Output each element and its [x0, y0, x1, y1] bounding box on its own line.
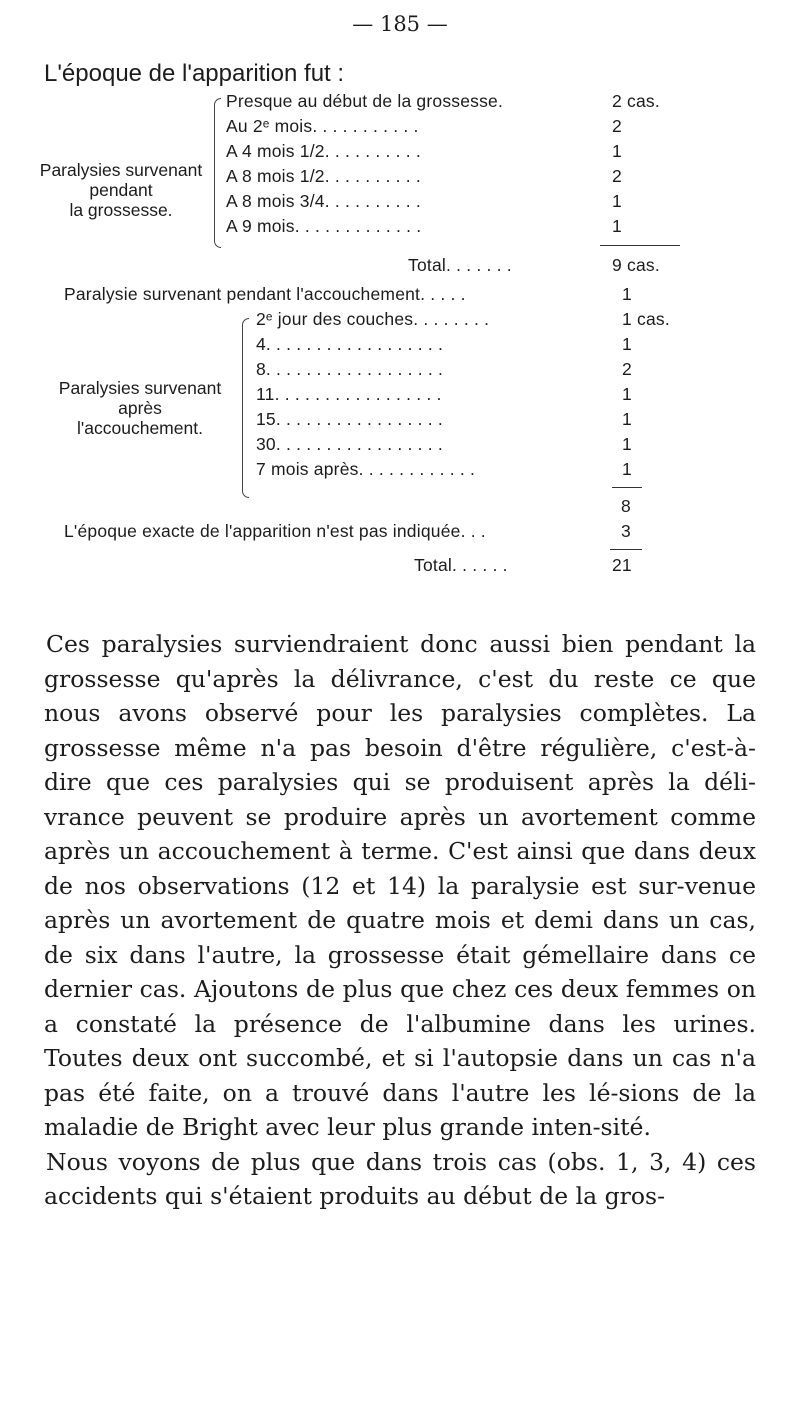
table-row-label: A 4 mois 1/2. . . . . . . . . .: [226, 141, 421, 161]
total-rule: [600, 245, 680, 246]
table-row-label: 8. . . . . . . . . . . . . . . . . .: [256, 359, 444, 379]
table-row-value: 1 cas.: [622, 309, 670, 329]
table-row-label: 11. . . . . . . . . . . . . . . . .: [256, 384, 442, 404]
table-row-label: A 8 mois 1/2. . . . . . . . . .: [226, 166, 421, 186]
group-label-line: après: [118, 398, 162, 418]
table-row-label: 30. . . . . . . . . . . . . . . . .: [256, 434, 443, 454]
section-heading: L'époque de l'apparition fut :: [44, 60, 345, 87]
table-row-value: 1: [622, 459, 632, 479]
pregnancy-group-label: [36, 160, 206, 220]
delivery-row-value: 1: [622, 284, 632, 304]
group-label-line: Paralysies survenant: [58, 378, 222, 398]
paragraph: Nous voyons de plus que dans trois cas (obs. 1, 3, 4) ces accidents qui s'étaient produits au début de la gros-: [44, 1147, 756, 1210]
grand-total-label: Total. . . . . .: [414, 555, 508, 575]
body-text: [44, 627, 756, 1214]
table-row-label: Presque au début de la grossesse.: [226, 91, 504, 111]
postpartum-brace: [242, 318, 249, 498]
unknown-row-value: 3: [621, 521, 631, 541]
table-row-value: 1: [622, 384, 632, 404]
paragraph: Ces paralysies surviendraient donc aussi bien pendant la grossesse qu'après la délivrance, c'est du reste ce que nous avons observé pour les paralysies complètes. La grossesse même n'a pas besoin d'être régulière, c'est-à-dire que ces paralysies qui se produisent après la déli-vrance peuvent se produire après un avortement comme après un accouchement à terme. C'est ainsi que dans deux de nos observations (12 et 14) la paralysie est sur-venue après un avortement de quatre mois et demi dans un cas, de six dans l'autre, la grossesse était gémellaire dans ce dernier cas. Ajoutons de plus que chez ces deux femmes on a constaté la présence de l'albumine dans les urines. Toutes deux ont succombé, et si l'autopsie dans un cas n'a pas été faite, on a trouvé dans l'autre les lé-sions de la maladie de Bright avec leur plus grande inten-sité.: [44, 630, 756, 1141]
table-row-value: 2: [612, 166, 622, 186]
pregnancy-brace: [214, 98, 221, 248]
table-row-value: 2 cas.: [612, 91, 660, 111]
total-value: 9 cas.: [612, 255, 660, 275]
table-row-value: 1: [612, 141, 622, 161]
table-row-value: 2: [612, 116, 622, 136]
table-row-label: Au 2ᵉ mois. . . . . . . . . . .: [226, 116, 419, 136]
table-row-label: 2ᵉ jour des couches. . . . . . . .: [256, 309, 490, 329]
table-row-value: 1: [622, 409, 632, 429]
total-label: Total. . . . . . .: [408, 255, 512, 275]
table-row-label: A 8 mois 3/4. . . . . . . . . .: [226, 191, 421, 211]
table-row-label: 4. . . . . . . . . . . . . . . . . .: [256, 334, 444, 354]
group-label-line: Paralysies survenant: [39, 160, 203, 180]
table-row-label: 15. . . . . . . . . . . . . . . . .: [256, 409, 443, 429]
grand-total-value: 21: [612, 555, 632, 575]
group-label-line: pendant: [89, 180, 153, 200]
table-row-label: 7 mois après. . . . . . . . . . . .: [256, 459, 476, 479]
subtotal-value: 8: [621, 496, 631, 516]
table-row-value: 2: [622, 359, 632, 379]
page-number: — 185 —: [352, 12, 448, 36]
table-row-label: A 9 mois. . . . . . . . . . . . .: [226, 216, 422, 236]
delivery-row-label: Paralysie survenant pendant l'accouchement. . . . .: [64, 284, 466, 304]
table-row-value: 1: [622, 434, 632, 454]
postpartum-group-label: [40, 378, 240, 438]
group-label-line: l'accouchement.: [77, 418, 203, 438]
table-row-value: 1: [622, 334, 632, 354]
table-row-value: 1: [612, 191, 622, 211]
group-label-line: la grossesse.: [69, 200, 173, 220]
subtotal-rule: [612, 487, 642, 488]
grand-total-rule: [610, 549, 642, 550]
table-row-value: 1: [612, 216, 622, 236]
unknown-row-label: L'époque exacte de l'apparition n'est pas indiquée. . .: [64, 521, 486, 541]
